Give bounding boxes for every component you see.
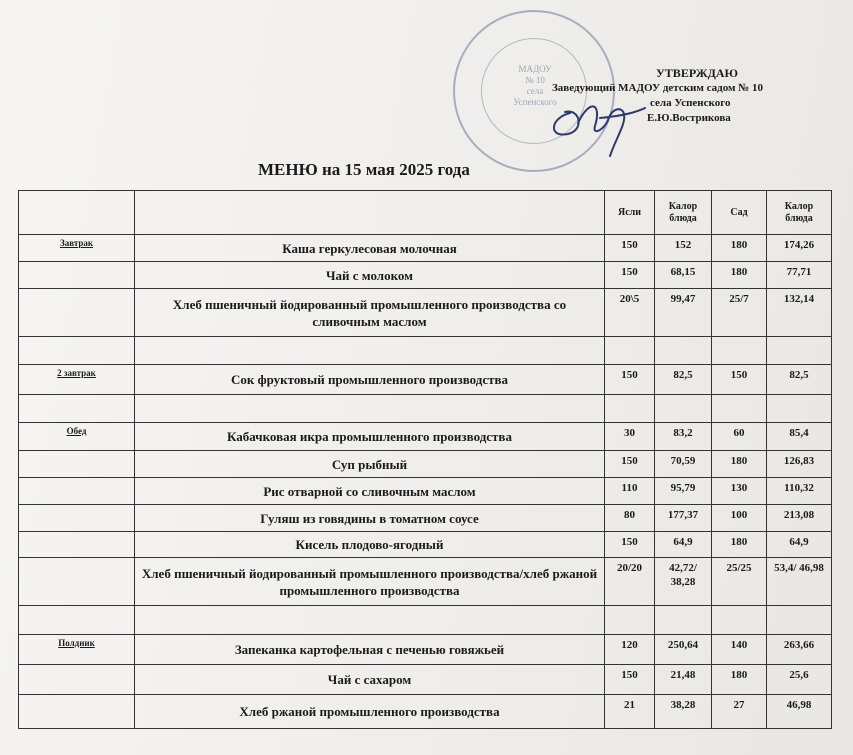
sad-portion-cell: 130 [712,478,767,505]
yasli-portion-cell: 150 [605,262,655,289]
table-row [19,665,832,695]
sad-portion-cell: 150 [712,365,767,395]
category-cell [19,262,135,289]
yasli-calorie-cell: 70,59 [655,451,712,478]
header-cell-kal2: Калор блюда [767,191,832,235]
sad-calorie-cell: 110,32 [767,478,832,505]
sad-portion-cell: 180 [712,235,767,262]
sad-calorie-cell [767,337,832,365]
table-row [19,606,832,635]
yasli-calorie-cell: 250,64 [655,635,712,665]
sad-portion-cell: 180 [712,532,767,558]
yasli-calorie-cell: 38,28 [655,695,712,729]
table-row [19,423,832,451]
yasli-portion-cell: 150 [605,665,655,695]
table-row [19,289,832,337]
table-row [19,262,832,289]
table-row [19,337,832,365]
table-row [19,635,832,665]
dish-cell: Хлеб пшеничный йодированный промышленного производства/хлеб ржаной промышленного производства [135,558,605,606]
header-cell-dish [135,191,605,235]
yasli-calorie-cell: 68,15 [655,262,712,289]
sad-calorie-cell: 53,4/ 46,98 [767,558,832,606]
dish-cell: Кисель плодово-ягодный [135,532,605,558]
sad-calorie-cell [767,606,832,635]
table-row [19,532,832,558]
approval-position: Заведующий МАДОУ детским садом № 10 [552,82,764,94]
yasli-portion-cell: 150 [605,365,655,395]
header-cell-yasli: Ясли [605,191,655,235]
sad-calorie-cell: 126,83 [767,451,832,478]
table-row [19,695,832,729]
yasli-portion-cell: 21 [605,695,655,729]
sad-portion-cell: 25/25 [712,558,767,606]
sad-calorie-cell: 46,98 [767,695,832,729]
yasli-portion-cell: 120 [605,635,655,665]
yasli-portion-cell: 20/20 [605,558,655,606]
dish-cell [135,395,605,423]
sad-calorie-cell: 25,6 [767,665,832,695]
sad-portion-cell: 180 [712,665,767,695]
yasli-portion-cell: 150 [605,451,655,478]
category-cell: Полдник [19,635,135,665]
yasli-calorie-cell: 95,79 [655,478,712,505]
stamp-text: МАДОУ № 10 села Успенского [513,64,557,107]
approval-village: села Успенского [650,97,731,109]
table-row [19,235,832,262]
yasli-portion-cell: 30 [605,423,655,451]
header-cell-sad: Сад [712,191,767,235]
category-cell [19,505,135,532]
dish-cell: Чай с сахаром [135,665,605,695]
dish-cell: Рис отварной со сливочным маслом [135,478,605,505]
yasli-portion-cell [605,395,655,423]
yasli-portion-cell: 20\5 [605,289,655,337]
category-cell [19,558,135,606]
category-cell: 2 завтрак [19,365,135,395]
yasli-calorie-cell [655,606,712,635]
category-cell [19,289,135,337]
sad-calorie-cell: 85,4 [767,423,832,451]
yasli-calorie-cell [655,395,712,423]
yasli-calorie-cell: 42,72/ 38,28 [655,558,712,606]
sad-portion-cell [712,337,767,365]
yasli-calorie-cell: 21,48 [655,665,712,695]
yasli-portion-cell [605,337,655,365]
yasli-calorie-cell: 83,2 [655,423,712,451]
category-cell: Обед [19,423,135,451]
yasli-calorie-cell: 99,47 [655,289,712,337]
sad-calorie-cell [767,395,832,423]
menu-table [18,190,832,729]
sad-portion-cell: 60 [712,423,767,451]
sad-portion-cell: 180 [712,451,767,478]
header-cell-kal1: Калор блюда [655,191,712,235]
dish-cell: Хлеб ржаной промышленного производства [135,695,605,729]
category-cell [19,478,135,505]
sad-calorie-cell: 213,08 [767,505,832,532]
dish-cell: Запеканка картофельная с печенью говяжьей [135,635,605,665]
sad-portion-cell: 180 [712,262,767,289]
table-row [19,451,832,478]
sad-calorie-cell: 82,5 [767,365,832,395]
category-cell [19,606,135,635]
menu-body [19,235,832,729]
table-header-row [19,191,832,235]
category-cell [19,337,135,365]
dish-cell [135,606,605,635]
table-row [19,558,832,606]
sad-calorie-cell: 64,9 [767,532,832,558]
category-cell [19,451,135,478]
yasli-calorie-cell: 152 [655,235,712,262]
yasli-portion-cell: 150 [605,235,655,262]
yasli-portion-cell: 110 [605,478,655,505]
sad-portion-cell [712,606,767,635]
dish-cell [135,337,605,365]
menu-title: МЕНЮ на 15 мая 2025 года [258,160,470,179]
dish-cell: Сок фруктовый промышленного производства [135,365,605,395]
sad-portion-cell: 100 [712,505,767,532]
sad-portion-cell [712,395,767,423]
yasli-portion-cell: 80 [605,505,655,532]
sad-calorie-cell: 132,14 [767,289,832,337]
table-row [19,365,832,395]
sad-portion-cell: 25/7 [712,289,767,337]
dish-cell: Суп рыбный [135,451,605,478]
yasli-portion-cell [605,606,655,635]
sad-portion-cell: 27 [712,695,767,729]
category-cell [19,695,135,729]
sad-calorie-cell: 263,66 [767,635,832,665]
header-cell-category [19,191,135,235]
dish-cell: Хлеб пшеничный йодированный промышленного производства со сливочным маслом [135,289,605,337]
category-cell [19,665,135,695]
table-row [19,505,832,532]
yasli-calorie-cell: 64,9 [655,532,712,558]
yasli-calorie-cell [655,337,712,365]
category-cell [19,532,135,558]
approval-heading: УТВЕРЖДАЮ [656,66,739,80]
table-row [19,478,832,505]
table-row [19,395,832,423]
dish-cell: Каша геркулесовая молочная [135,235,605,262]
sad-calorie-cell: 77,71 [767,262,832,289]
sad-portion-cell: 140 [712,635,767,665]
dish-cell: Чай с молоком [135,262,605,289]
dish-cell: Кабачковая икра промышленного производства [135,423,605,451]
dish-cell: Гуляш из говядины в томатном соусе [135,505,605,532]
category-cell: Завтрак [19,235,135,262]
yasli-calorie-cell: 82,5 [655,365,712,395]
sad-calorie-cell: 174,26 [767,235,832,262]
yasli-portion-cell: 150 [605,532,655,558]
approval-name: Е.Ю.Вострикова [647,112,731,124]
yasli-calorie-cell: 177,37 [655,505,712,532]
category-cell [19,395,135,423]
